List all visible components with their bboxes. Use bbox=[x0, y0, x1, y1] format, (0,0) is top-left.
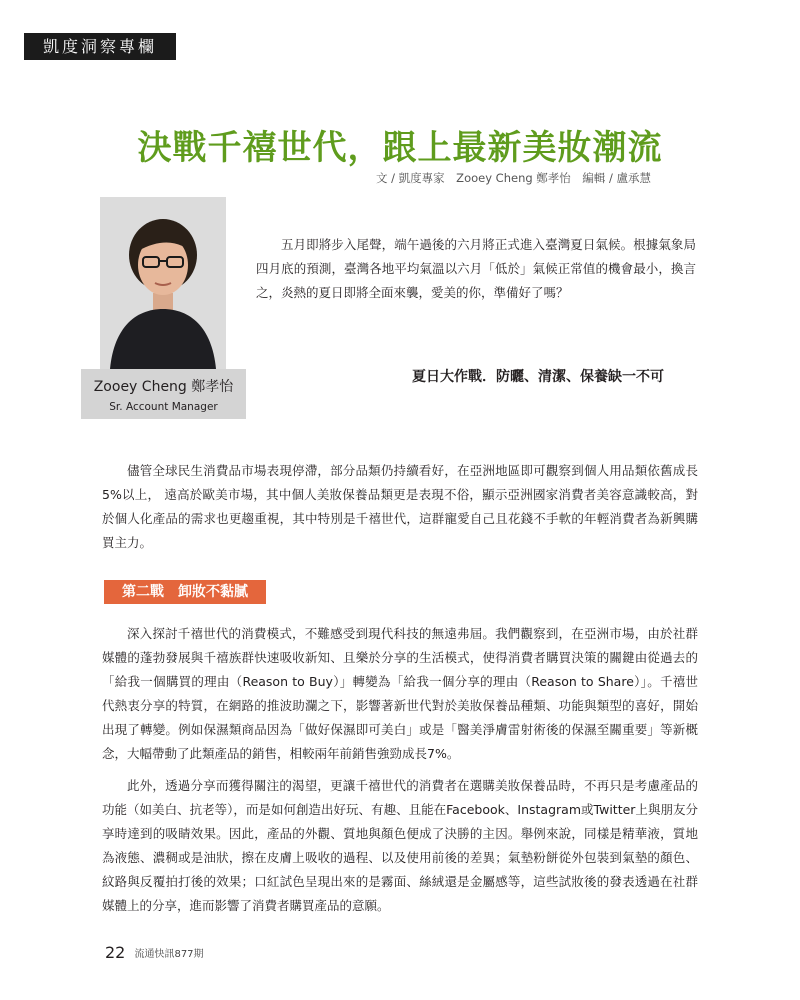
body-paragraph-3: 此外，透過分享而獲得關注的渴望，更讓千禧世代的消費者在選購美妝保養品時，不再只是考慮產品的功能（如美白、抗老等），而是如何創造出好玩、有趣、且能在Facebook、Instagram或Twitter上與朋友分享時達到的吸睛效果。因此，產品的外觀、質地與顏色便成了決勝的主因。舉例來說，同樣是精華液，質地為液態、濃稠或是油狀，擦在皮膚上吸收的過程、以及使用前後的差異；氣墊粉餅從外包裝到氣墊的顏色、紋路與反覆拍打後的效果；口紅試色呈現出來的是霧面、絲絨還是金屬感等，這些試妝後的發表透過在社群媒體上的分享，進而影響了消費者購買產品的意願。 bbox=[102, 778, 698, 913]
magazine-issue: 流通快訊877期 bbox=[134, 949, 204, 960]
body-paragraph-2: 深入探討千禧世代的消費模式，不難感受到現代科技的無遠弗屆。我們觀察到，在亞洲市場，由於社群媒體的蓬勃發展與千禧族群快速吸收新知、且樂於分享的生活模式，使得消費者購買決策的關鍵由從過去的「給我一個購買的理由（Reason to Buy）」轉變為「給我一個分享的理由（Reason to Share）」。千禧世代熱衷分享的特質，在網路的推波助瀾之下，影響著新世代對於美妝保養品種類、功能與類型的喜好，開始出現了轉變。例如保濕類商品因為「做好保濕即可美白」或是「醫美淨膚雷射術後的保濕至關重要」等新概念，大幅帶動了此類產品的銷售，相較兩年前銷售強勁成長7%。 bbox=[102, 626, 698, 761]
column-header: 凱度洞察專欄 bbox=[24, 33, 176, 60]
section-subheading: 夏日大作戰．防曬、清潔、保養缺一不可 bbox=[412, 369, 664, 385]
author-role: Sr. Account Manager bbox=[109, 401, 218, 413]
author-portrait-illustration bbox=[100, 197, 226, 369]
article-title: 決戰千禧世代，跟上最新美妝潮流 bbox=[137, 128, 663, 168]
author-name: Zooey Cheng 鄭孝怡 bbox=[93, 379, 234, 395]
page-footer bbox=[105, 942, 204, 962]
body-paragraph-1: 儘管全球民生消費品市場表現停滯，部分品類仍持續看好，在亞洲地區即可觀察到個人用品類依舊成長5%以上， 遠高於歐美市場，其中個人美妝保養品類更是表現不俗，顯示亞洲國家消費者美容意識較高，對於個人化產品的需求也更趨重視，其中特別是千禧世代，這群寵愛自己且花錢不手軟的年輕消費者為新興購買主力。 bbox=[102, 463, 698, 550]
article-byline: 文 / 凱度專家 Zooey Cheng 鄭孝怡 編輯 / 盧承慧 bbox=[376, 171, 651, 185]
page-number: 22 bbox=[105, 943, 126, 962]
author-card bbox=[81, 369, 246, 419]
author-photo bbox=[100, 197, 226, 369]
section-label-2: 第二戰 卸妝不黏膩 bbox=[104, 580, 266, 604]
intro-paragraph: 五月即將步入尾聲，端午過後的六月將正式進入臺灣夏日氣候。根據氣象局四月底的預測，臺灣各地平均氣溫以六月「低於」氣候正常值的機會最小，換言之，炎熱的夏日即將全面來襲，愛美的你，準備好了嗎？ bbox=[256, 237, 696, 300]
